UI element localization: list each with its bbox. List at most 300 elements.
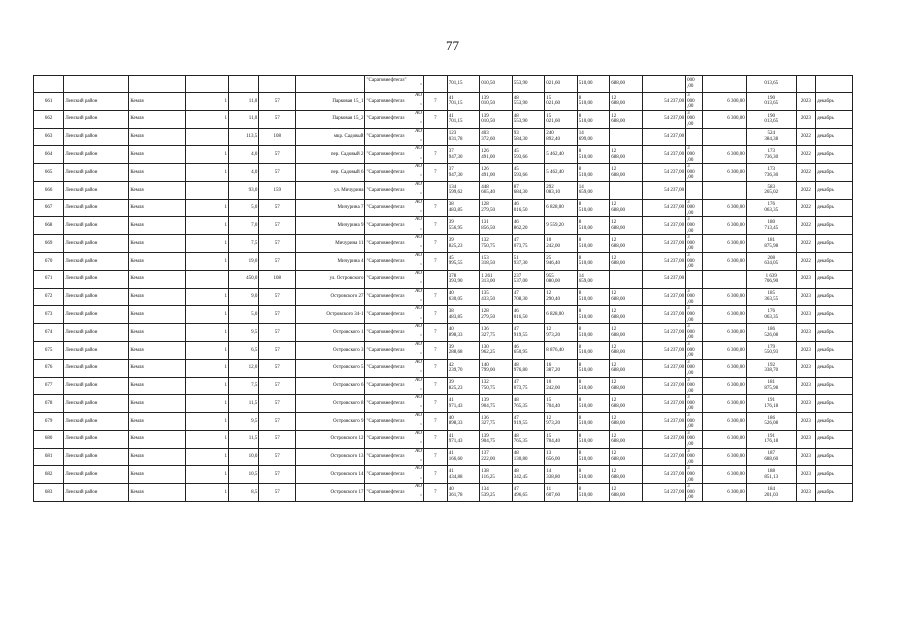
cell-c17: 3 000 ,00 xyxy=(686,341,703,359)
value-cell: 8 876,40 xyxy=(545,341,578,359)
cell-c4: 1 xyxy=(185,253,228,271)
sum-cell: 54 237,00 xyxy=(642,466,685,484)
value-cell: 11 607,60 xyxy=(545,484,578,502)
row-number: 678 xyxy=(34,395,64,413)
cell-c9: 7 xyxy=(423,288,447,306)
value-cell: 8 510,00 xyxy=(577,253,610,271)
cell-c17 xyxy=(686,128,703,146)
value-cell xyxy=(610,128,643,146)
cell-c17: 3 000 ,00 xyxy=(686,288,703,306)
table-row: "Саратовнефтегаз" " 701,15 010,50 553,90 021,60 510,00 688,00 000 ,00 013,65 xyxy=(34,76,853,93)
org-cell: АО "Саратовнефтегаз " xyxy=(366,430,422,448)
month-cell: декабрь xyxy=(816,448,853,466)
org-cell: АО "Саратовнефтегаз " xyxy=(366,128,422,145)
row-number: 672 xyxy=(34,288,64,306)
data-table xyxy=(33,75,853,502)
district-cell: Ленский район xyxy=(64,413,129,431)
value-cell: 39 825,23 xyxy=(447,377,480,395)
value-cell: 8 510,00 xyxy=(577,199,610,217)
district-cell: Ленский район xyxy=(64,253,129,271)
row-number: 668 xyxy=(34,217,64,235)
value-cell: 130 962,25 xyxy=(480,341,513,359)
value-cell: 47 073,75 xyxy=(512,235,545,253)
cell-c6: 57 xyxy=(259,164,296,182)
year-cell: 2023 xyxy=(796,430,816,448)
org-cell: АО "Саратовнефтегаз " xyxy=(366,395,422,412)
cell-c18: 6 300,00 xyxy=(703,235,746,253)
value-cell: 12 688,00 xyxy=(610,306,643,324)
cell-c17: 000 ,00 xyxy=(686,76,703,93)
table-row xyxy=(34,164,853,182)
value-cell: 14 659,00 xyxy=(577,181,610,199)
value-cell: 12 688,00 xyxy=(610,395,643,413)
value-cell: 237 537,00 xyxy=(512,270,545,288)
org-cell: АО "Саратовнефтегаз " xyxy=(366,199,422,216)
value-cell: 48 342,45 xyxy=(512,466,545,484)
cell-c9 xyxy=(423,128,447,146)
district-cell: Ленский район xyxy=(64,128,129,146)
table-row xyxy=(34,448,853,466)
row-number: 670 xyxy=(34,253,64,271)
value-cell: 378 393,90 xyxy=(447,270,480,288)
town-cell: Кемля xyxy=(129,448,185,466)
month-cell: декабрь xyxy=(816,164,853,182)
cell-c18 xyxy=(703,270,746,288)
cell-c17: 3 000 ,00 xyxy=(686,146,703,164)
value-cell: 48 553,90 xyxy=(512,93,545,111)
address-cell: мкр. Садовый xyxy=(296,128,365,146)
cell-c4: 1 xyxy=(185,217,228,235)
cell-c17: 3 000 ,00 xyxy=(686,395,703,413)
row-number: 666 xyxy=(34,181,64,199)
district-cell: Ленский район xyxy=(64,235,129,253)
value-cell: 46 016,50 xyxy=(512,306,545,324)
total-cell: 181 875,98 xyxy=(746,235,796,253)
value-cell: 8 510,00 xyxy=(577,359,610,377)
town-cell: Кемля xyxy=(129,128,185,146)
cell-c4: 1 xyxy=(185,306,228,324)
org-cell: АО "Саратовнефтегаз " xyxy=(366,448,422,465)
year-cell: 2023 xyxy=(796,359,816,377)
total-cell: 173 736,30 xyxy=(746,164,796,182)
cell-c9: 7 xyxy=(423,93,447,111)
value-cell: 8 510,00 xyxy=(577,288,610,306)
row-number: 663 xyxy=(34,128,64,146)
sum-cell: 54 237,00 xyxy=(642,359,685,377)
value-cell: 8 510,00 xyxy=(577,93,610,111)
row-number: 662 xyxy=(34,110,64,128)
table-row xyxy=(34,199,853,217)
value-cell: 12 973,20 xyxy=(545,413,578,431)
address-cell: Островского 1 xyxy=(296,324,365,342)
address-cell: Парковая 15_2 xyxy=(296,110,365,128)
year-cell: 2023 xyxy=(796,377,816,395)
district-cell: Ленский район xyxy=(64,430,129,448)
address-cell: Островского 5 xyxy=(296,359,365,377)
table-row xyxy=(34,217,853,235)
cell-c17: 3 000 ,00 xyxy=(686,430,703,448)
org-cell: АО "Саратовнефтегаз " xyxy=(366,235,422,252)
value-cell xyxy=(610,181,643,199)
cell-c6: 57 xyxy=(259,359,296,377)
cell-c4 xyxy=(185,181,228,199)
cell-c17: 3 000 ,00 xyxy=(686,93,703,111)
cell-c18: 6 300,00 xyxy=(703,288,746,306)
value-cell: 292 083,10 xyxy=(545,181,578,199)
year-cell: 2023 xyxy=(796,466,816,484)
value-cell: 40 361,78 xyxy=(447,484,480,502)
value-cell: 12 688,00 xyxy=(610,146,643,164)
cell-c5: 11,0 xyxy=(228,93,258,111)
address-cell: Парковая 15_1 xyxy=(296,93,365,111)
org-cell: АО "Саратовнефтегаз " xyxy=(366,306,422,323)
value-cell: 8 510,00 xyxy=(577,377,610,395)
town-cell: Кемля xyxy=(129,288,185,306)
year-cell: 2023 xyxy=(796,93,816,111)
cell-c6: 57 xyxy=(259,110,296,128)
cell-c9: 7 xyxy=(423,341,447,359)
value-cell: 153 318,50 xyxy=(480,253,513,271)
org-cell: АО "Саратовнефтегаз " xyxy=(366,413,422,430)
sum-cell: 54 237,00 xyxy=(642,164,685,182)
cell-c5: 10,0 xyxy=(228,448,258,466)
value-cell: 8 510,00 xyxy=(577,484,610,502)
value-cell: 16 387,20 xyxy=(545,359,578,377)
row-number: 681 xyxy=(34,448,64,466)
cell-c4: 1 xyxy=(185,93,228,111)
cell-c9: 7 xyxy=(423,110,447,128)
month-cell: декабрь xyxy=(816,377,853,395)
address-cell: Островского 6 xyxy=(296,377,365,395)
sum-cell: 54 237,00 xyxy=(642,217,685,235)
cell-c17: 3 000 ,00 xyxy=(686,253,703,271)
year-cell: 2023 xyxy=(796,448,816,466)
cell-c18: 6 300,00 xyxy=(703,217,746,235)
cell-c5: 6,5 xyxy=(228,341,258,359)
value-cell: 51 937,30 xyxy=(512,253,545,271)
row-number: 671 xyxy=(34,270,64,288)
value-cell: 39 288,68 xyxy=(447,341,480,359)
year-cell: 2023 xyxy=(796,270,816,288)
address-cell: Островского 9 xyxy=(296,413,365,431)
cell-c4: 1 xyxy=(185,110,228,128)
cell-c18: 6 300,00 xyxy=(703,341,746,359)
value-cell: 45 995,55 xyxy=(447,253,480,271)
cell-c9: 7 xyxy=(423,448,447,466)
org-cell: АО "Саратовнефтегаз " xyxy=(366,270,422,287)
value-cell: 10 242,00 xyxy=(545,377,578,395)
value-cell: 1 261 313,00 xyxy=(480,270,513,288)
total-cell: 192 338,70 xyxy=(746,359,796,377)
cell-c9: 7 xyxy=(423,413,447,431)
value-cell: 10 242,00 xyxy=(545,235,578,253)
org-cell: АО "Саратовнефтегаз " xyxy=(366,466,422,483)
cell-c5: 7,5 xyxy=(228,235,258,253)
cell-c17: 3 000 ,00 xyxy=(686,235,703,253)
row-number: 665 xyxy=(34,164,64,182)
value-cell: 6 828,00 xyxy=(545,199,578,217)
cell-c4 xyxy=(185,270,228,288)
cell-c4: 1 xyxy=(185,235,228,253)
value-cell: 12 688,00 xyxy=(610,413,643,431)
org-cell: АО "Саратовнефтегаз " xyxy=(366,164,422,181)
value-cell: 12 688,00 xyxy=(610,93,643,111)
value-cell: 8 510,00 xyxy=(577,395,610,413)
value-cell: 9 559,20 xyxy=(545,217,578,235)
cell-c17: 3 000 ,00 xyxy=(686,448,703,466)
address-cell: Островского 14 xyxy=(296,466,365,484)
sum-cell: 54 237,00 xyxy=(642,235,685,253)
table-row xyxy=(34,128,853,146)
town-cell: Кемля xyxy=(129,466,185,484)
cell-c18: 6 300,00 xyxy=(703,199,746,217)
address-cell: Островского 3 xyxy=(296,341,365,359)
year-cell: 2022 xyxy=(796,235,816,253)
value-cell: 448 665,40 xyxy=(480,181,513,199)
year-cell: 2022 xyxy=(796,164,816,182)
value-cell: 47 708,30 xyxy=(512,288,545,306)
value-cell: 12 688,00 xyxy=(610,324,643,342)
town-cell: Кемля xyxy=(129,146,185,164)
town-cell: Кемля xyxy=(129,110,185,128)
cell-c5: 11,0 xyxy=(228,110,258,128)
table-row xyxy=(34,288,853,306)
row-number: 675 xyxy=(34,341,64,359)
address-cell: Мичурина 4 xyxy=(296,253,365,271)
value-cell: 45 593,66 xyxy=(512,146,545,164)
year-cell: 2023 xyxy=(796,306,816,324)
sum-cell: 54 237,00 xyxy=(642,306,685,324)
cell-c17: 3 000 ,00 xyxy=(686,359,703,377)
cell-c9: 7 xyxy=(423,199,447,217)
cell-c6: 57 xyxy=(259,341,296,359)
total-cell: 583 265,02 xyxy=(746,181,796,199)
cell-c6: 57 xyxy=(259,288,296,306)
row-number: 669 xyxy=(34,235,64,253)
town-cell: Кемля xyxy=(129,199,185,217)
value-cell: 46 862,20 xyxy=(512,217,545,235)
value-cell: 128 279,50 xyxy=(480,306,513,324)
town-cell: Кемля xyxy=(129,270,185,288)
total-cell: 208 634,05 xyxy=(746,253,796,271)
value-cell: 14 699,00 xyxy=(577,128,610,146)
address-cell: Мичурина 11 xyxy=(296,235,365,253)
year-cell: 2023 xyxy=(796,413,816,431)
value-cell: 131 856,50 xyxy=(480,217,513,235)
month-cell: декабрь xyxy=(816,217,853,235)
value-cell: 126 491,00 xyxy=(480,146,513,164)
org-cell: АО "Саратовнефтегаз " xyxy=(366,217,422,234)
value-cell: 48 976,80 xyxy=(512,359,545,377)
value-cell: 140 799,00 xyxy=(480,359,513,377)
value-cell: 25 946,40 xyxy=(545,253,578,271)
total-cell: 181 875,98 xyxy=(746,377,796,395)
value-cell: 136 327,75 xyxy=(480,324,513,342)
cell-c9: 7 xyxy=(423,324,447,342)
district-cell: Ленский район xyxy=(64,395,129,413)
district-cell: Ленский район xyxy=(64,341,129,359)
org-cell: АО "Саратовнефтегаз " xyxy=(366,253,422,270)
cell-c4: 1 xyxy=(185,448,228,466)
row-number: 683 xyxy=(34,484,64,502)
cell-c5: 8,5 xyxy=(228,484,258,502)
value-cell: 134 539,25 xyxy=(480,484,513,502)
org-cell: АО "Саратовнефтегаз " xyxy=(366,288,422,305)
month-cell: декабрь xyxy=(816,181,853,199)
cell-c6: 57 xyxy=(259,93,296,111)
district-cell: Ленский район xyxy=(64,270,129,288)
cell-c6: 57 xyxy=(259,217,296,235)
cell-c6: 57 xyxy=(259,146,296,164)
year-cell: 2022 xyxy=(796,146,816,164)
value-cell: 12 973,20 xyxy=(545,324,578,342)
district-cell: Ленский район xyxy=(64,377,129,395)
sum-cell: 54 237,00 xyxy=(642,341,685,359)
cell-c9: 7 xyxy=(423,235,447,253)
total-cell: 186 526,08 xyxy=(746,324,796,342)
value-cell: 8 510,00 xyxy=(577,430,610,448)
value-cell: 12 688,00 xyxy=(610,341,643,359)
sum-cell: 54 237,00 xyxy=(642,413,685,431)
cell-c6: 57 xyxy=(259,413,296,431)
value-cell: 128 279,50 xyxy=(480,199,513,217)
row-number: 661 xyxy=(34,93,64,111)
cell-c6: 57 xyxy=(259,199,296,217)
sum-cell: 54 237,00 xyxy=(642,146,685,164)
value-cell: 132 750,75 xyxy=(480,377,513,395)
total-cell: 191 176,18 xyxy=(746,430,796,448)
town-cell: Кемля xyxy=(129,217,185,235)
value-cell: 41 971,43 xyxy=(447,395,480,413)
cell-c5: 113,5 xyxy=(228,128,258,146)
value-cell: 12 688,00 xyxy=(610,199,643,217)
cell-c17: 3 000 ,00 xyxy=(686,164,703,182)
value-cell: 42 239,70 xyxy=(447,359,480,377)
value-cell: 12 688,00 xyxy=(610,359,643,377)
cell-c4: 1 xyxy=(185,430,228,448)
month-cell: декабрь xyxy=(816,341,853,359)
address-cell: Мичурина 9 xyxy=(296,217,365,235)
value-cell: 48 765,35 xyxy=(512,430,545,448)
value-cell: 403 372,60 xyxy=(480,128,513,146)
cell-c6: 57 xyxy=(259,448,296,466)
value-cell: 46 016,50 xyxy=(512,199,545,217)
cell-c6: 57 xyxy=(259,377,296,395)
cell-c4: 1 xyxy=(185,199,228,217)
cell-c6: 57 xyxy=(259,395,296,413)
district-cell: Ленский район xyxy=(64,448,129,466)
value-cell: 8 510,00 xyxy=(577,341,610,359)
table-row xyxy=(34,324,853,342)
cell-c4: 1 xyxy=(185,324,228,342)
cell-c17: 3 000 ,00 xyxy=(686,217,703,235)
value-cell: 134 599,62 xyxy=(447,181,480,199)
cell-c9: 7 xyxy=(423,484,447,502)
value-cell: 41 434,88 xyxy=(447,466,480,484)
value-cell: 45 593,66 xyxy=(512,164,545,182)
value-cell xyxy=(610,270,643,288)
sum-cell: 54 237,00 xyxy=(642,430,685,448)
cell-c5: 5,0 xyxy=(228,306,258,324)
month-cell: декабрь xyxy=(816,324,853,342)
total-cell: 179 550,93 xyxy=(746,341,796,359)
row-number: 677 xyxy=(34,377,64,395)
cell-c18 xyxy=(703,181,746,199)
total-cell: 1 639 706,90 xyxy=(746,270,796,288)
district-cell: Ленский район xyxy=(64,484,129,502)
month-cell: декабрь xyxy=(816,413,853,431)
value-cell: 8 510,00 xyxy=(577,466,610,484)
district-cell: Ленский район xyxy=(64,324,129,342)
address-cell: Островского 13 xyxy=(296,448,365,466)
table-row xyxy=(34,413,853,431)
month-cell: декабрь xyxy=(816,235,853,253)
month-cell: декабрь xyxy=(816,199,853,217)
value-cell: 12 688,00 xyxy=(610,484,643,502)
cell-c4 xyxy=(185,128,228,146)
year-cell: 2022 xyxy=(796,181,816,199)
value-cell: 13 656,00 xyxy=(545,448,578,466)
address-cell: пер. Садовый 2 xyxy=(296,146,365,164)
year-cell: 2022 xyxy=(796,128,816,146)
town-cell: Кемля xyxy=(129,181,185,199)
total-cell: 187 688,60 xyxy=(746,448,796,466)
value-cell: 48 765,35 xyxy=(512,395,545,413)
cell-c9: 7 xyxy=(423,253,447,271)
sum-cell: 54 237,00 xyxy=(642,395,685,413)
cell-c4: 1 xyxy=(185,413,228,431)
value-cell: 139 904,75 xyxy=(480,430,513,448)
cell-c18: 6 300,00 xyxy=(703,359,746,377)
value-cell: 12 688,00 xyxy=(610,253,643,271)
total-cell: 524 384,38 xyxy=(746,128,796,146)
cell-c5: 4,0 xyxy=(228,146,258,164)
value-cell: 12 290,40 xyxy=(545,288,578,306)
value-cell: 955 080,00 xyxy=(545,270,578,288)
table-row xyxy=(34,93,853,111)
cell-c4: 1 xyxy=(185,377,228,395)
district-cell: Ленский район xyxy=(64,359,129,377)
value-cell: 137 222,00 xyxy=(480,448,513,466)
cell-c17 xyxy=(686,270,703,288)
value-cell: 5 462,40 xyxy=(545,146,578,164)
total-cell: 184 201,03 xyxy=(746,484,796,502)
month-cell: декабрь xyxy=(816,288,853,306)
address-cell: Островского 27 xyxy=(296,288,365,306)
town-cell: Кемля xyxy=(129,253,185,271)
cell-c18: 6 300,00 xyxy=(703,413,746,431)
table-row xyxy=(34,341,853,359)
cell-c6: 57 xyxy=(259,430,296,448)
year-cell: 2023 xyxy=(796,341,816,359)
address-cell: Островского 8 xyxy=(296,395,365,413)
value-cell: 41 701,15 xyxy=(447,110,480,128)
sum-cell: 54 237,00 xyxy=(642,128,685,146)
cell-c5: 19,0 xyxy=(228,253,258,271)
cell-c18: 6 300,00 xyxy=(703,110,746,128)
address-cell: Мичурина 7 xyxy=(296,199,365,217)
sum-cell: 54 237,00 xyxy=(642,181,685,199)
total-cell: 176 063,35 xyxy=(746,306,796,324)
month-cell: декабрь xyxy=(816,146,853,164)
town-cell: Кемля xyxy=(129,324,185,342)
year-cell: 2023 xyxy=(796,395,816,413)
month-cell: декабрь xyxy=(816,430,853,448)
table-row xyxy=(34,466,853,484)
month-cell: декабрь xyxy=(816,306,853,324)
cell-c6: 57 xyxy=(259,306,296,324)
cell-c18: 6 300,00 xyxy=(703,395,746,413)
